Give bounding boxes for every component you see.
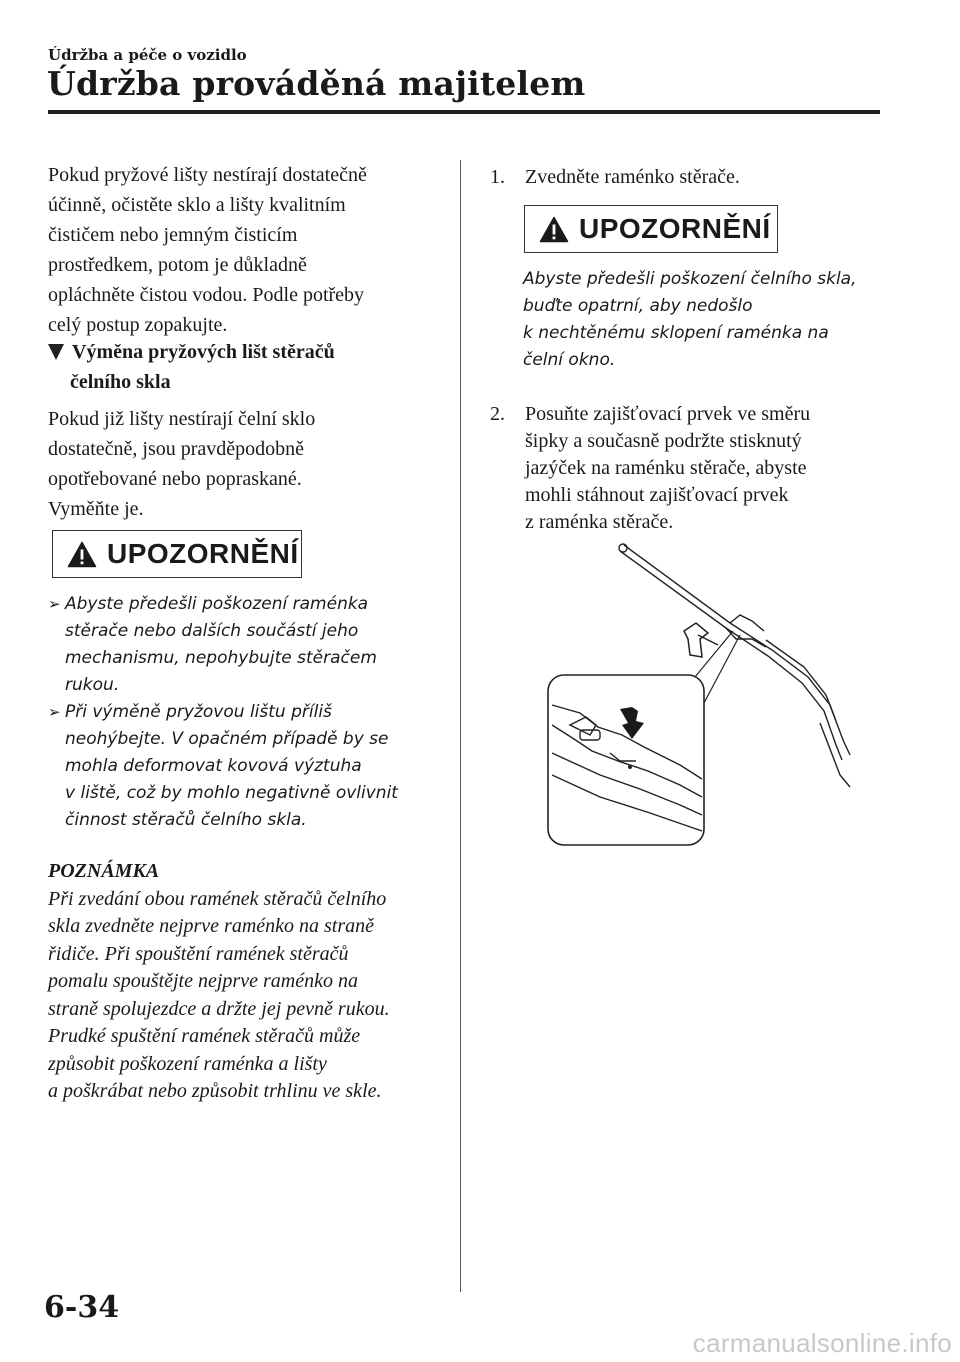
page-title: Údržba prováděná majitelem xyxy=(47,64,586,103)
step-line: z raménka stěrače. xyxy=(525,511,674,533)
caution-text-right xyxy=(523,266,857,374)
push-arrow-icon xyxy=(684,623,718,657)
caution-line: čelní okno. xyxy=(523,350,616,370)
caution-label: UPOZORNĚNÍ xyxy=(579,213,771,244)
intro-line: účinně, očistěte sklo a lišty kvalitním xyxy=(48,194,346,216)
caution-line: v liště, což by mohlo negativně ovlivnit xyxy=(65,783,398,803)
column-divider xyxy=(460,160,461,1292)
arrow-bullet-icon: ➢ xyxy=(48,595,61,613)
note-line: Prudké spuštění ramének stěračů může xyxy=(48,1025,361,1047)
wiper-removal-illustration xyxy=(540,535,860,855)
intro-line: opláchněte čistou vodou. Podle potřeby xyxy=(48,284,365,306)
heading-line: čelního skla xyxy=(70,371,171,393)
detail-inset xyxy=(548,675,704,845)
replace-line: dostatečně, jsou pravděpodobně xyxy=(48,438,305,460)
step-number: 2. xyxy=(490,403,505,425)
caution-item xyxy=(48,699,398,834)
note-block xyxy=(48,858,390,1106)
note-line: Při zvedání obou ramének stěračů čelního xyxy=(48,887,387,910)
step-line: Posuňte zajišťovací prvek ve směru xyxy=(525,403,811,425)
down-triangle-icon xyxy=(48,344,64,360)
note-line: straně spolujezdce a držte jej pevně rukou. xyxy=(48,997,390,1020)
intro-line: prostředkem, potom je důkladně xyxy=(48,254,307,276)
caution-line: mohla deformovat kovová výztuha xyxy=(65,756,362,776)
caution-line: stěrače nebo dalších součástí jeho xyxy=(65,621,359,641)
caution-item xyxy=(48,591,398,699)
caution-box-right xyxy=(524,205,778,253)
caution-line: Abyste předešli poškození čelního skla, xyxy=(523,269,857,289)
step-line: jazýček na raménku stěrače, abyste xyxy=(525,457,807,479)
note-line: a poškrábat nebo způsobit trhlinu ve skle. xyxy=(48,1080,382,1102)
step-2 xyxy=(490,401,960,536)
intro-paragraph xyxy=(48,160,367,340)
caution-line: neohýbejte. V opačném případě by se xyxy=(65,729,389,749)
note-line: pomalu spouštějte nejprve raménko na xyxy=(48,970,358,992)
caution-line: k nechtěnému sklopení raménka na xyxy=(523,323,829,343)
watermark: carmanualsonline.info xyxy=(692,1328,952,1358)
step-number: 1. xyxy=(490,166,505,188)
step-line: mohli stáhnout zajišťovací prvek xyxy=(525,484,789,506)
caution-box-left xyxy=(52,530,302,578)
page-number: 6-34 xyxy=(44,1290,120,1325)
caution-line: mechanismu, nepohybujte stěračem xyxy=(65,648,377,668)
caution-line: buďte opatrní, aby nedošlo xyxy=(523,296,753,316)
note-line: způsobit poškození raménka a lišty xyxy=(48,1052,327,1075)
warning-triangle-icon xyxy=(539,216,569,243)
section-label: Údržba a péče o vozidlo xyxy=(48,46,247,64)
intro-line: čističem nebo jemným čisticím xyxy=(48,224,298,246)
warning-triangle-icon xyxy=(67,541,97,568)
replace-paragraph xyxy=(48,404,315,524)
caution-line: Abyste předešli poškození raménka xyxy=(65,594,369,614)
caution-line: Při výměně pryžovou lištu příliš xyxy=(65,702,332,722)
heading-line: Výměna pryžových lišt stěračů xyxy=(72,341,335,363)
caution-label: UPOZORNĚNÍ xyxy=(107,538,299,569)
note-title: POZNÁMKA xyxy=(48,860,160,882)
replace-line: Pokud již lišty nestírají čelní sklo xyxy=(48,408,316,430)
caution-line: rukou. xyxy=(65,675,120,695)
caution-line: činnost stěračů čelního skla. xyxy=(65,810,307,830)
replace-line: opotřebované nebo popraskané. xyxy=(48,468,302,490)
intro-line: celý postup zopakujte. xyxy=(48,314,228,336)
title-rule xyxy=(48,110,880,114)
step-1 xyxy=(490,164,960,191)
arrow-bullet-icon: ➢ xyxy=(48,703,61,721)
step-line: šipky a současně podržte stisknutý xyxy=(525,430,802,452)
note-line: řidiče. Při spouštění ramének stěračů xyxy=(48,942,349,965)
section-heading xyxy=(48,337,335,397)
replace-line: Vyměňte je. xyxy=(48,498,144,520)
note-line: skla zvedněte nejprve raménko na straně xyxy=(48,915,375,937)
step-text: Zvedněte raménko stěrače. xyxy=(525,166,740,188)
intro-line: Pokud pryžové lišty nestírají dostatečně xyxy=(48,164,367,186)
caution-list-left xyxy=(48,591,398,834)
